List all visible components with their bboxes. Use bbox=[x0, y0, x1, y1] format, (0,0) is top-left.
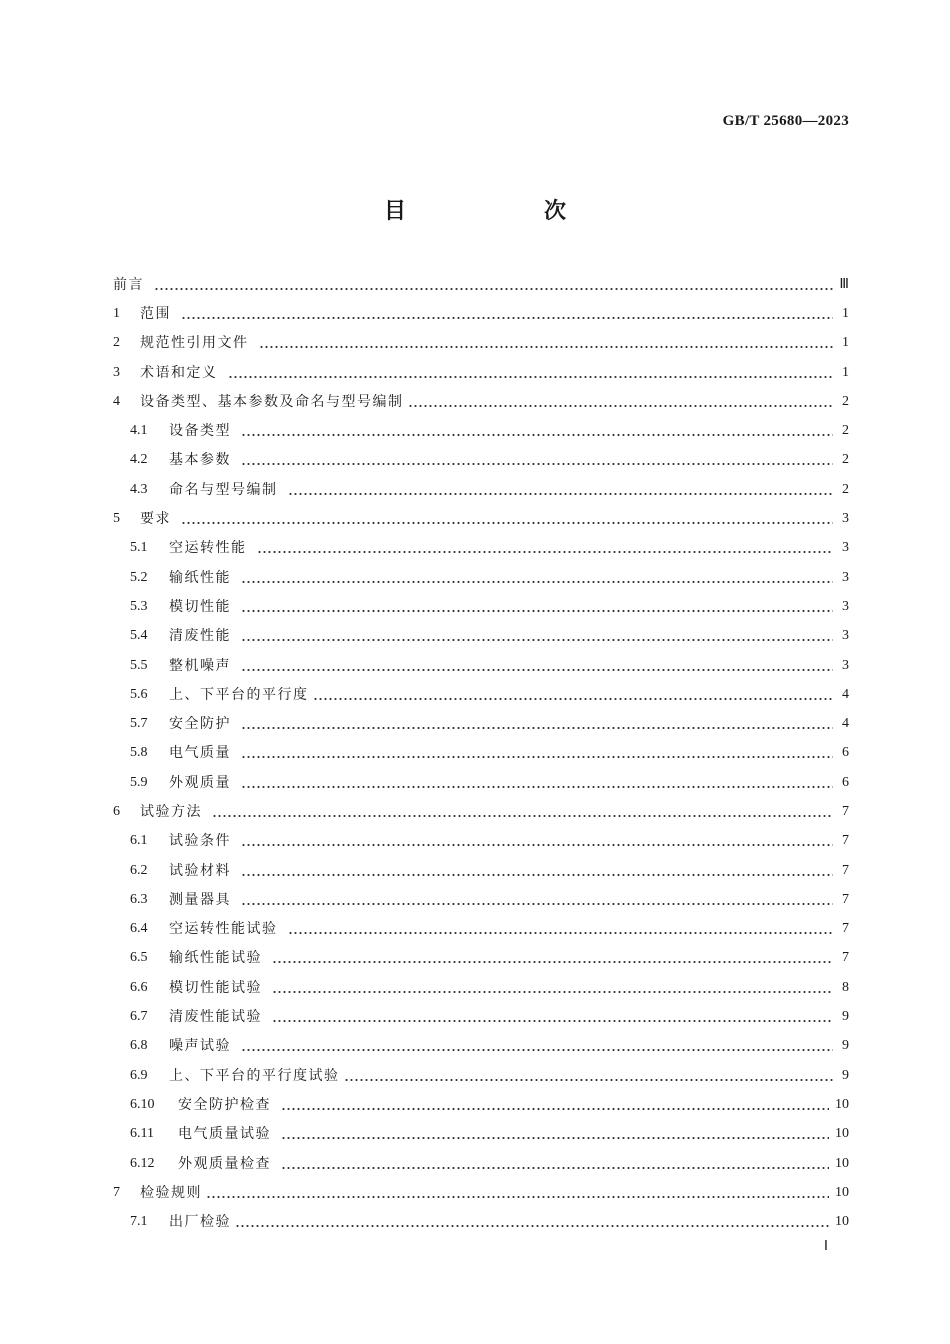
toc-entry-number: 2 bbox=[113, 335, 120, 351]
toc-entry[interactable] bbox=[113, 299, 849, 328]
toc-leader-dots bbox=[241, 1039, 833, 1053]
toc-entry-number: 6.1 bbox=[130, 833, 148, 849]
toc-leader-dots bbox=[228, 366, 834, 380]
toc-entry-page: 1 bbox=[842, 305, 849, 321]
toc-entry-number: 7.1 bbox=[130, 1214, 148, 1230]
toc-entry-page: Ⅲ bbox=[839, 276, 849, 292]
toc-entry-label: 电气质量 bbox=[169, 745, 231, 762]
toc-entry-label: 输纸性能 bbox=[169, 569, 231, 586]
toc-entry-label: 清废性能试验 bbox=[169, 1009, 262, 1026]
toc-entry[interactable] bbox=[113, 739, 849, 768]
toc-entry[interactable] bbox=[113, 915, 849, 944]
toc-entry-number: 5.1 bbox=[130, 540, 148, 556]
toc-entry-label: 模切性能 bbox=[169, 598, 231, 615]
toc-entry[interactable] bbox=[113, 475, 849, 504]
toc-entry[interactable] bbox=[113, 1120, 849, 1149]
toc-entry-label: 基本参数 bbox=[169, 452, 231, 469]
toc-entry-number: 4.3 bbox=[130, 481, 148, 497]
toc-leader-dots bbox=[272, 1010, 833, 1024]
toc-entry-page: 10 bbox=[835, 1155, 849, 1171]
toc-entry[interactable] bbox=[113, 973, 849, 1002]
toc-leader-dots bbox=[241, 893, 833, 907]
toc-entry-label: 检验规则 bbox=[140, 1184, 202, 1201]
toc-leader-dots bbox=[281, 1098, 829, 1112]
toc-entry-page: 1 bbox=[842, 335, 849, 351]
toc-entry-page: 9 bbox=[842, 1067, 849, 1083]
toc-entry-page: 2 bbox=[842, 481, 849, 497]
toc-entry-label: 出厂检验 bbox=[169, 1214, 231, 1231]
toc-entry-label: 试验方法 bbox=[140, 803, 202, 820]
toc-entry-page: 3 bbox=[842, 657, 849, 673]
page-number: Ⅰ bbox=[823, 1239, 828, 1254]
toc-entry[interactable] bbox=[113, 768, 849, 797]
toc-entry-label: 测量器具 bbox=[169, 891, 231, 908]
toc-entry-page: 7 bbox=[842, 891, 849, 907]
toc-entry-label: 外观质量检查 bbox=[178, 1155, 271, 1172]
page-title: 目 次 bbox=[383, 199, 624, 224]
toc-entry[interactable] bbox=[113, 504, 849, 533]
toc-entry[interactable] bbox=[113, 680, 849, 709]
toc-entry-label: 安全防护检查 bbox=[178, 1096, 271, 1113]
toc-entry[interactable] bbox=[113, 592, 849, 621]
toc-leader-dots bbox=[181, 307, 833, 321]
toc-entry[interactable] bbox=[113, 1178, 849, 1207]
toc-entry-page: 1 bbox=[842, 364, 849, 380]
toc-entry[interactable] bbox=[113, 358, 849, 387]
toc-entry-number: 5.8 bbox=[130, 745, 148, 761]
toc-leader-dots bbox=[241, 776, 833, 790]
toc-entry-page: 6 bbox=[842, 745, 849, 761]
toc-leader-dots bbox=[212, 805, 833, 819]
toc-entry[interactable] bbox=[113, 329, 849, 358]
toc-leader-dots bbox=[241, 834, 833, 848]
toc-leader-dots bbox=[281, 1157, 829, 1171]
toc-entry-number: 6.3 bbox=[130, 891, 148, 907]
toc-entry[interactable] bbox=[113, 563, 849, 592]
toc-entry-number: 6.7 bbox=[130, 1009, 148, 1025]
toc-entry[interactable] bbox=[113, 885, 849, 914]
toc-entry-label: 模切性能试验 bbox=[169, 979, 262, 996]
toc-entry[interactable] bbox=[113, 416, 849, 445]
toc-entry-page: 8 bbox=[842, 979, 849, 995]
toc-entry-page: 7 bbox=[842, 833, 849, 849]
toc-entry[interactable] bbox=[113, 622, 849, 651]
toc-entry-number: 6.6 bbox=[130, 979, 148, 995]
toc-entry-number: 6.5 bbox=[130, 950, 148, 966]
toc-entry[interactable] bbox=[113, 534, 849, 563]
standard-code: GB/T 25680—2023 bbox=[722, 113, 849, 129]
toc-entry-page: 10 bbox=[835, 1096, 849, 1112]
toc-entry-number: 5 bbox=[113, 511, 120, 527]
toc-leader-dots bbox=[272, 981, 833, 995]
toc-entry-number: 6.8 bbox=[130, 1038, 148, 1054]
toc-leader-dots bbox=[272, 951, 833, 965]
toc-entry-label: 噪声试验 bbox=[169, 1038, 231, 1055]
toc-entry[interactable] bbox=[113, 387, 849, 416]
toc-entry[interactable] bbox=[113, 1090, 849, 1119]
toc-entry-label: 前言 bbox=[113, 276, 144, 293]
toc-entry-page: 10 bbox=[835, 1126, 849, 1142]
toc-entry-number: 5.4 bbox=[130, 628, 148, 644]
toc-entry-label: 整机噪声 bbox=[169, 657, 231, 674]
toc-entry-label: 试验材料 bbox=[169, 862, 231, 879]
toc-entry-page: 7 bbox=[842, 950, 849, 966]
toc-entry-page: 7 bbox=[842, 921, 849, 937]
toc-entry-label: 输纸性能试验 bbox=[169, 950, 262, 967]
toc-entry-label: 范围 bbox=[140, 305, 171, 322]
toc-leader-dots bbox=[241, 424, 833, 438]
toc-leader-dots bbox=[241, 746, 833, 760]
toc-entry-label: 设备类型 bbox=[169, 423, 231, 440]
toc-leader-dots bbox=[408, 395, 834, 409]
toc-leader-dots bbox=[241, 659, 833, 673]
toc-leader-dots bbox=[288, 922, 834, 936]
toc-leader-dots bbox=[241, 600, 833, 614]
toc-entry-label: 设备类型、基本参数及命名与型号编制 bbox=[140, 393, 404, 410]
toc-entry-label: 电气质量试验 bbox=[178, 1126, 271, 1143]
toc-entry[interactable] bbox=[113, 944, 849, 973]
toc-entry[interactable] bbox=[113, 709, 849, 738]
toc-entry-label: 试验条件 bbox=[169, 833, 231, 850]
toc-entry-number: 6.10 bbox=[130, 1096, 155, 1112]
toc-entry-number: 5.3 bbox=[130, 598, 148, 614]
toc-leader-dots bbox=[241, 453, 833, 467]
toc-entry-number: 5.2 bbox=[130, 569, 148, 585]
toc-entry-page: 2 bbox=[842, 423, 849, 439]
toc-entry-label: 空运转性能试验 bbox=[169, 921, 278, 938]
toc-entry[interactable] bbox=[113, 797, 849, 826]
toc-leader-dots bbox=[181, 512, 833, 526]
toc-leader-dots bbox=[259, 336, 834, 350]
toc-entry-page: 3 bbox=[842, 569, 849, 585]
toc-entry-page: 3 bbox=[842, 598, 849, 614]
toc-entry-page: 6 bbox=[842, 774, 849, 790]
toc-entry-page: 7 bbox=[842, 862, 849, 878]
toc-entry-label: 规范性引用文件 bbox=[140, 335, 249, 352]
toc-entry-number: 4.1 bbox=[130, 423, 148, 439]
toc-entry[interactable] bbox=[113, 651, 849, 680]
toc-entry[interactable] bbox=[113, 856, 849, 885]
toc-entry[interactable] bbox=[113, 270, 849, 299]
toc-entry-page: 7 bbox=[842, 803, 849, 819]
toc-entry[interactable] bbox=[113, 1002, 849, 1031]
toc-entry[interactable] bbox=[113, 1032, 849, 1061]
toc-entry-page: 3 bbox=[842, 540, 849, 556]
toc-leader-dots bbox=[241, 571, 833, 585]
toc-leader-dots bbox=[344, 1069, 834, 1083]
toc-entry[interactable] bbox=[113, 446, 849, 475]
toc-entry-page: 3 bbox=[842, 628, 849, 644]
toc-entry-number: 3 bbox=[113, 364, 120, 380]
toc-entry-page: 3 bbox=[842, 511, 849, 527]
toc-entry-number: 6.11 bbox=[130, 1126, 154, 1142]
toc-entry-label: 外观质量 bbox=[169, 774, 231, 791]
table-of-contents bbox=[113, 270, 849, 1237]
toc-entry-label: 上、下平台的平行度 bbox=[169, 686, 309, 703]
toc-leader-dots bbox=[288, 483, 834, 497]
toc-entry-page: 4 bbox=[842, 716, 849, 732]
toc-entry-page: 9 bbox=[842, 1038, 849, 1054]
toc-entry-number: 6 bbox=[113, 803, 120, 819]
toc-entry[interactable] bbox=[113, 1149, 849, 1178]
toc-entry-label: 术语和定义 bbox=[140, 364, 218, 381]
toc-entry-label: 上、下平台的平行度试验 bbox=[169, 1067, 340, 1084]
toc-leader-dots bbox=[241, 864, 833, 878]
toc-entry-page: 4 bbox=[842, 686, 849, 702]
toc-entry-number: 5.5 bbox=[130, 657, 148, 673]
toc-entry-label: 清废性能 bbox=[169, 628, 231, 645]
toc-entry-number: 5.9 bbox=[130, 774, 148, 790]
toc-entry-number: 4.2 bbox=[130, 452, 148, 468]
toc-entry-number: 6.4 bbox=[130, 921, 148, 937]
toc-entry-number: 6.9 bbox=[130, 1067, 148, 1083]
toc-entry-number: 7 bbox=[113, 1184, 120, 1200]
toc-entry-number: 6.2 bbox=[130, 862, 148, 878]
toc-entry-number: 1 bbox=[113, 305, 120, 321]
toc-entry-label: 命名与型号编制 bbox=[169, 481, 278, 498]
toc-entry-number: 5.7 bbox=[130, 716, 148, 732]
toc-entry[interactable] bbox=[113, 827, 849, 856]
toc-entry-page: 9 bbox=[842, 1009, 849, 1025]
toc-entry-number: 5.6 bbox=[130, 686, 148, 702]
toc-leader-dots bbox=[154, 278, 833, 292]
toc-leader-dots bbox=[206, 1186, 829, 1200]
toc-entry-page: 10 bbox=[835, 1214, 849, 1230]
toc-entry-number: 6.12 bbox=[130, 1155, 155, 1171]
toc-leader-dots bbox=[281, 1127, 829, 1141]
toc-entry-page: 2 bbox=[842, 452, 849, 468]
toc-entry-label: 空运转性能 bbox=[169, 540, 247, 557]
toc-entry-number: 4 bbox=[113, 393, 120, 409]
toc-entry[interactable] bbox=[113, 1208, 849, 1237]
toc-entry[interactable] bbox=[113, 1061, 849, 1090]
toc-entry-label: 要求 bbox=[140, 511, 171, 528]
toc-entry-page: 10 bbox=[835, 1184, 849, 1200]
toc-leader-dots bbox=[257, 541, 834, 555]
toc-leader-dots bbox=[235, 1215, 829, 1229]
toc-entry-label: 安全防护 bbox=[169, 716, 231, 733]
toc-leader-dots bbox=[241, 629, 833, 643]
toc-entry-page: 2 bbox=[842, 393, 849, 409]
toc-leader-dots bbox=[241, 717, 833, 731]
toc-leader-dots bbox=[313, 688, 834, 702]
